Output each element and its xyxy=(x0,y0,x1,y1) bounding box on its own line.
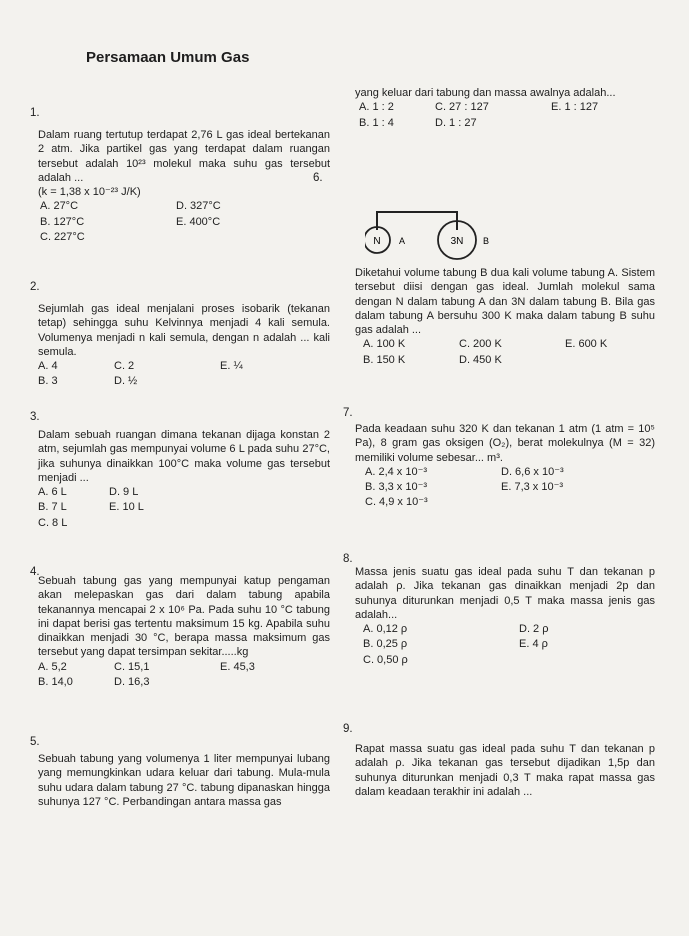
option[interactable]: A. 6 L xyxy=(38,486,67,499)
question-1-number: 1. xyxy=(30,107,40,119)
question-6-number: 6. xyxy=(313,172,323,184)
option[interactable]: A. 5,2 xyxy=(38,660,67,673)
question-2-options xyxy=(38,359,330,389)
question-8-number: 8. xyxy=(343,553,353,565)
tank-b-molecules: 3N xyxy=(450,236,464,247)
question-6-text: Diketahui volume tabung B dua kali volume tabung A. Sistem tersebut diisi dengan gas ideal. Jumlah molekul sama dengan N dalam tabung A dan 3N dalam tabung B. Bila gas dalam tabung A bersuhu 300 K maka dalam tabung B suhu gas adalah ... xyxy=(355,267,655,337)
question-9-number: 9. xyxy=(343,723,353,735)
question-8-options xyxy=(363,622,655,667)
question-2-text: Sejumlah gas ideal menjalani proses isobarik (tekanan tetap) sehingga suhu Kelvinnya menjadi 4 kali semula. Volumenya menjadi n kali semula, dengan n adalah ... kali semula. xyxy=(38,303,330,358)
question-3 xyxy=(38,428,330,530)
question-1 xyxy=(38,128,330,244)
tank-b-label: B xyxy=(483,236,490,246)
tank-a-label: A xyxy=(399,236,406,246)
option[interactable]: B. 7 L xyxy=(38,501,67,514)
option[interactable]: A. 0,12 ρ xyxy=(363,623,408,636)
question-5-text: Sebuah tabung yang volumenya 1 liter mempunyai lubang yang memungkinkan udara keluar dari tabung. Mula-mula suhu udara dalam tabung 27 °C. tabung dipanaskan hingga suhunya 127 °C. Perbandingan antara massa gas xyxy=(38,753,330,808)
question-6 xyxy=(355,266,655,367)
question-8-text: Massa jenis suatu gas ideal pada suhu T dan tekanan p adalah ρ. Jika tekanan gas dinaikkan menjadi 2p dan suhunya diturunkan menjadi 0,5 T maka massa jenis gas adalah... xyxy=(355,566,655,621)
question-7 xyxy=(355,422,655,510)
option[interactable]: B. 1 : 4 xyxy=(359,116,394,129)
option[interactable]: B. 150 K xyxy=(363,353,406,366)
question-9-text: Rapat massa suatu gas ideal pada suhu T dan tekanan p adalah ρ. Jika tekanan gas tersebut dijadikan 1,5p dan suhunya diturunkan menjadi 0,3 T maka rapat massa gas dalam keadaan terakhir ini adalah ... xyxy=(355,743,655,798)
option[interactable]: C. 200 K xyxy=(459,338,502,351)
question-7-text: Pada keadaan suhu 320 K dan tekanan 1 atm (1 atm = 10⁵ Pa), 8 gram gas oksigen (O₂), berat molekulnya (M = 32) memiliki volume sebesar... m³. xyxy=(355,423,655,464)
option[interactable]: D. 6,6 x 10⁻³ xyxy=(501,465,564,478)
question-4-number: 4. xyxy=(30,566,40,578)
option[interactable]: C. 8 L xyxy=(38,516,68,529)
option[interactable]: A. 27°C xyxy=(40,200,79,213)
question-3-number: 3. xyxy=(30,411,40,423)
option[interactable]: C. 15,1 xyxy=(114,660,150,673)
question-7-options xyxy=(365,465,655,510)
question-3-text: Dalam sebuah ruangan dimana tekanan dijaga konstan 2 atm, sejumlah gas mempunyai volume 6 L pada suhu 27°C, jika suhunya dinaikkan 100°C maka volume gas tersebut menjadi ... xyxy=(38,429,330,484)
question-1-constant: (k = 1,38 x 10⁻²³ J/K) xyxy=(38,186,141,199)
option[interactable]: A. 4 xyxy=(38,360,58,373)
option[interactable]: B. 14,0 xyxy=(38,676,73,689)
question-5-continued xyxy=(355,86,655,130)
question-6-options xyxy=(363,337,655,367)
option[interactable]: C. 2 xyxy=(114,360,135,373)
question-4 xyxy=(38,574,330,689)
page-title: Persamaan Umum Gas xyxy=(86,49,250,66)
option[interactable]: D. ½ xyxy=(114,375,138,388)
question-5 xyxy=(38,752,330,809)
question-4-options xyxy=(38,660,330,690)
option[interactable]: E. 4 ρ xyxy=(519,638,548,651)
question-5-continued-text: yang keluar dari tabung dan massa awalnya adalah... xyxy=(355,87,616,99)
option[interactable]: D. 9 L xyxy=(109,486,139,499)
option[interactable]: B. 0,25 ρ xyxy=(363,638,408,651)
option[interactable]: D. 450 K xyxy=(459,353,502,366)
question-3-options xyxy=(38,485,330,530)
option[interactable]: B. 3 xyxy=(38,375,58,388)
question-2 xyxy=(38,302,330,389)
option[interactable]: E. 7,3 x 10⁻³ xyxy=(501,481,564,494)
option[interactable]: E. 45,3 xyxy=(220,660,255,673)
option[interactable]: A. 2,4 x 10⁻³ xyxy=(365,465,428,478)
option[interactable]: E. 600 K xyxy=(565,338,608,351)
option[interactable]: D. 327°C xyxy=(176,200,221,213)
option[interactable]: D. 16,3 xyxy=(114,676,150,689)
option[interactable]: E. 400°C xyxy=(176,215,221,228)
question-7-number: 7. xyxy=(343,407,353,419)
option[interactable]: C. 27 : 127 xyxy=(435,101,489,114)
option[interactable]: D. 2 ρ xyxy=(519,623,549,636)
question-5-options xyxy=(359,100,655,130)
option[interactable]: A. 1 : 2 xyxy=(359,101,394,114)
option[interactable]: C. 0,50 ρ xyxy=(363,653,408,666)
option[interactable]: E. 1 : 127 xyxy=(551,101,599,114)
tank-diagram-svg xyxy=(365,208,545,268)
option[interactable]: B. 127°C xyxy=(40,215,85,228)
option[interactable]: C. 227°C xyxy=(40,231,85,244)
question-2-number: 2. xyxy=(30,281,40,293)
option[interactable]: D. 1 : 27 xyxy=(435,116,477,129)
question-4-text: Sebuah tabung gas yang mempunyai katup pengaman akan melepaskan gas dari dalam tabung apabila tekanannya mencapai 2 x 10⁶ Pa. Pada suhu 10 °C tabung ini dapat berisi gas tertentu maksimum 15 kg. Apabila suhu dinaikkan menjadi 30 °C, berapa massa maksimum gas tersebut yang dapat tersimpan sekitar.....kg xyxy=(38,575,330,659)
question-1-options xyxy=(40,199,330,244)
option[interactable]: E. ¼ xyxy=(220,360,243,373)
question-9 xyxy=(355,742,655,799)
question-5-number: 5. xyxy=(30,736,40,748)
tank-diagram xyxy=(365,208,545,268)
question-1-text: Dalam ruang tertutup terdapat 2,76 L gas ideal bertekanan 2 atm. Jika partikel gas yang terdapat dalam ruangan tersebut adalah 10²³ molekul maka suhu gas tersebut adalah ... xyxy=(38,129,330,184)
connecting-pipe xyxy=(377,212,457,230)
option[interactable]: C. 4,9 x 10⁻³ xyxy=(365,496,428,509)
question-8 xyxy=(355,565,655,667)
option[interactable]: E. 10 L xyxy=(109,501,144,514)
tank-a-molecules: N xyxy=(373,236,381,247)
option[interactable]: A. 100 K xyxy=(363,338,406,351)
option[interactable]: B. 3,3 x 10⁻³ xyxy=(365,481,428,494)
